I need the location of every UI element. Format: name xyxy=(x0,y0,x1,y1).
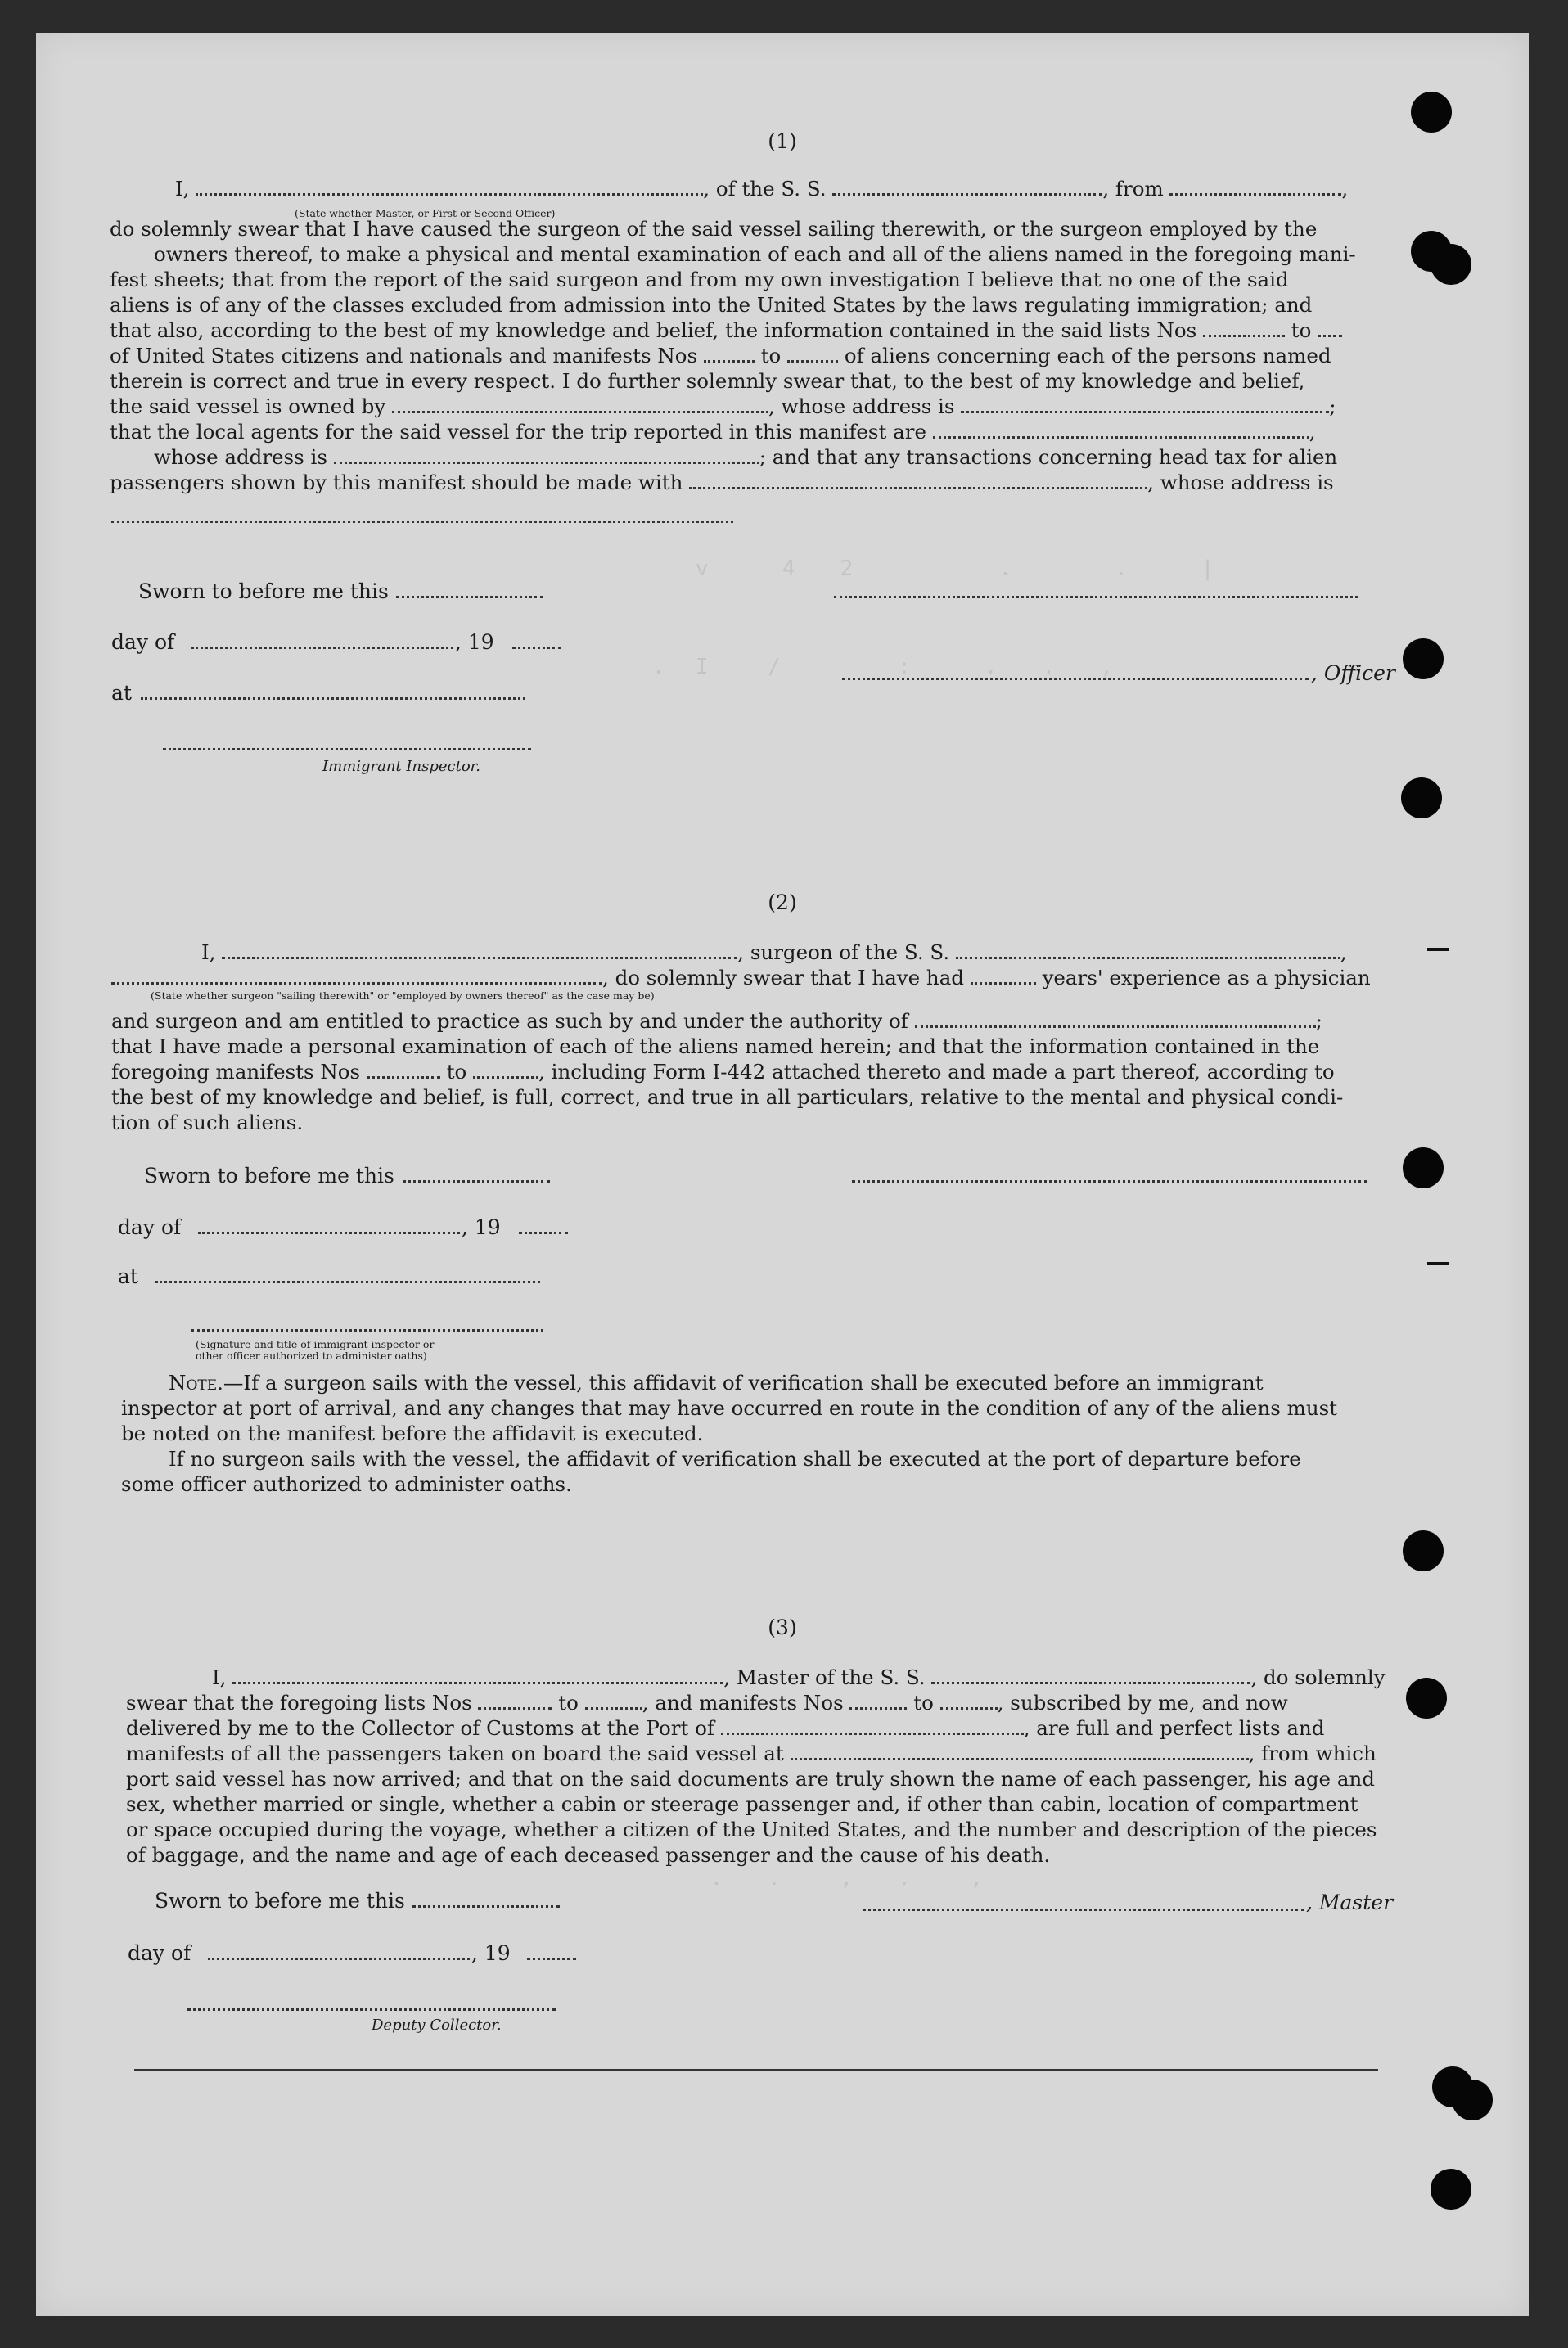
surgeon-manifests-to-field[interactable] xyxy=(473,1060,538,1079)
at-place-field-1[interactable] xyxy=(141,696,525,700)
master-name-field-3[interactable] xyxy=(232,1665,723,1684)
surgeon-manifests-from-field[interactable] xyxy=(367,1060,440,1079)
binder-hole xyxy=(1411,231,1452,272)
day-of-label-2: day of xyxy=(118,1215,182,1239)
head-tax-contact-field[interactable] xyxy=(689,471,1147,489)
surgeon-witness-signature-line[interactable] xyxy=(191,1327,543,1332)
day-of-field-2[interactable] xyxy=(198,1230,460,1234)
inspector-signature-line[interactable] xyxy=(163,746,531,750)
binder-hole xyxy=(1411,92,1452,133)
inspector-caption: Immigrant Inspector. xyxy=(322,758,481,775)
sworn-date-field-2[interactable] xyxy=(403,1179,550,1183)
sworn-label-3: Sworn to before me this xyxy=(155,1889,405,1913)
witness-caption-1: (Signature and title of immigrant inspector or xyxy=(196,1338,435,1350)
witness-caption-2: other officer authorized to administer oaths) xyxy=(196,1350,427,1362)
year-label-2: , 19 xyxy=(462,1215,501,1239)
master-signature-line[interactable] xyxy=(863,1907,1304,1911)
ship-name-field-3[interactable] xyxy=(931,1665,1250,1684)
at-label-2: at xyxy=(118,1264,138,1288)
section-2-oath: I, , surgeon of the S. S. , , do solemnly swear that I have had years' experience as a physician and surgeon and am entitled to practice as such by and under the authority of ; that I have made a personal examination of each of the aliens named herein; and that the information contained in the foregoing manifests Nos to , including Form I-442 attached thereto and made a part thereof, according to the best of my knowledge and belief, is full, correct, and true in all particulars, relative to the mental and physical condi- tion of such aliens. xyxy=(111,940,1371,1134)
lists-to-field-3[interactable] xyxy=(585,1691,642,1710)
local-agents-field[interactable] xyxy=(933,420,1309,439)
surgeon-role-field[interactable] xyxy=(111,966,602,985)
section-1-oath: I, , of the S. S. , from , do solemnly swear that I have caused the surgeon of the said vessel sailing therewith, or the surgeon employed by the owners thereof, to make a physical and mental examination of each and all of the aliens named in the foregoing mani- fest sheets; that from the report of the said surgeon and from my own investigation I believe that no one of the said aliens is of any of the classes excluded from admission into the United States by the laws regulating immigration; and that also, according to the best of my knowledge and belief, the information contained in the said lists Nos to of United States citizens and nationals and manifests Nos to of aliens concerning each of the persons named therein is correct and true in every respect. I do further solemnly swear that, to the best of my knowledge and belief, the said vessel is owned by , whose address is ; that the local agents for the said vessel for the trip reported in this manifest are , whose address is ; and that any transactions concerning head tax for alien passengers shown by this manifest should be made with , whose address is xyxy=(110,177,1356,494)
alien-manifests-from-field[interactable] xyxy=(704,344,755,363)
lists-from-field-3[interactable] xyxy=(478,1691,552,1710)
year-label-1: , 19 xyxy=(455,630,494,654)
practice-authority-field[interactable] xyxy=(915,1009,1316,1028)
day-of-field-1[interactable] xyxy=(191,645,453,649)
at-place-field-2[interactable] xyxy=(155,1279,540,1283)
surgeon-signature-line[interactable] xyxy=(852,1179,1367,1183)
manifests-to-field-3[interactable] xyxy=(940,1691,998,1710)
binder-hole xyxy=(1432,2066,1473,2107)
agents-address-field[interactable] xyxy=(334,445,759,464)
year-field-1[interactable] xyxy=(512,645,561,649)
master-name-field[interactable] xyxy=(196,177,703,196)
day-of-label-3: day of xyxy=(128,1941,191,1965)
ship-name-field[interactable] xyxy=(832,177,1102,196)
officer-label: , Officer xyxy=(1311,661,1395,685)
manifest-affidavit-page xyxy=(36,33,1529,2316)
manifests-from-field-3[interactable] xyxy=(849,1691,907,1710)
master-label: , Master xyxy=(1306,1891,1394,1914)
surgeon-ship-field[interactable] xyxy=(956,940,1340,959)
edge-mark xyxy=(1427,948,1449,951)
binder-hole xyxy=(1403,638,1444,679)
officer-signature-line-top[interactable] xyxy=(834,594,1358,598)
boarding-port-field-3[interactable] xyxy=(791,1742,1249,1760)
bottom-rule xyxy=(134,2069,1378,2071)
head-tax-address-field[interactable] xyxy=(111,519,733,523)
section-3-number: (3) xyxy=(768,1616,797,1639)
year-label-3: , 19 xyxy=(471,1941,511,1965)
binder-hole xyxy=(1403,1147,1444,1188)
surgeon-role-hint: (State whether surgeon "sailing therewith" or "employed by owners thereof" as the case may be) xyxy=(151,989,655,1002)
bleed-through-text: v 4 2 . . | xyxy=(609,557,1216,581)
citizen-lists-to-field[interactable] xyxy=(1318,318,1342,337)
binder-hole xyxy=(1401,777,1442,818)
year-field-2[interactable] xyxy=(519,1230,568,1234)
section-2-number: (2) xyxy=(768,890,797,914)
bleed-through-text: . I / : . . , xyxy=(609,655,1115,679)
sworn-label-2: Sworn to before me this xyxy=(144,1164,394,1188)
alien-manifests-to-field[interactable] xyxy=(787,344,838,363)
owner-address-field[interactable] xyxy=(961,394,1329,413)
surgeon-name-field[interactable] xyxy=(222,940,737,959)
bleed-through-text: . . , . , xyxy=(609,1866,985,1891)
departure-port-field[interactable] xyxy=(1169,177,1341,196)
sworn-date-field-3[interactable] xyxy=(412,1904,560,1908)
sworn-label-1: Sworn to before me this xyxy=(138,579,389,603)
day-of-field-3[interactable] xyxy=(208,1956,470,1960)
port-field-3[interactable] xyxy=(721,1716,1024,1735)
surgeon-note: Note.—If a surgeon sails with the vessel, this affidavit of verification shall be executed before an immigrant inspector at port of arrival, and any changes that may have occurred en route in the condition of any of the aliens must be noted on the manifest before the affidavit is executed. If no surgeon sails with the vessel, the affidavit of verification shall be executed at the port of departure before some officer authorized to administer oaths. xyxy=(121,1371,1338,1496)
day-of-label-1: day of xyxy=(111,630,175,654)
section-3-oath: I, , Master of the S. S. , do solemnly swear that the foregoing lists Nos to , and manifests Nos to , subscribed by me, and now delivered by me to the Collector of Customs at the Port of , are full and perfect lists and manifests of all the passengers taken on board the said vessel at , from which port said vessel has now arrived; and that on the said documents are truly shown the name of each passenger, his age and sex, whether married or single, whether a cabin or steerage passenger and, if other than cabin, location of compartment or space occupied during the voyage, whether a citizen of the United States, and the number and description of the pieces of baggage, and the name and age of each deceased passenger and the cause of his death. xyxy=(126,1665,1386,1867)
citizen-lists-from-field[interactable] xyxy=(1203,318,1285,337)
edge-mark xyxy=(1427,1262,1449,1265)
binder-hole xyxy=(1403,1530,1444,1571)
sworn-date-field-1[interactable] xyxy=(396,594,543,598)
section-1-number: (1) xyxy=(768,129,797,153)
collector-signature-line[interactable] xyxy=(187,2007,556,2011)
year-field-3[interactable] xyxy=(527,1956,576,1960)
binder-hole xyxy=(1431,2169,1471,2210)
at-label-1: at xyxy=(111,681,132,705)
years-experience-field[interactable] xyxy=(971,966,1036,985)
collector-caption: Deputy Collector. xyxy=(372,2017,502,2034)
master-officer-hint: (State whether Master, or First or Second Officer) xyxy=(295,207,556,219)
vessel-owner-field[interactable] xyxy=(392,394,768,413)
officer-signature-line[interactable] xyxy=(842,676,1309,680)
